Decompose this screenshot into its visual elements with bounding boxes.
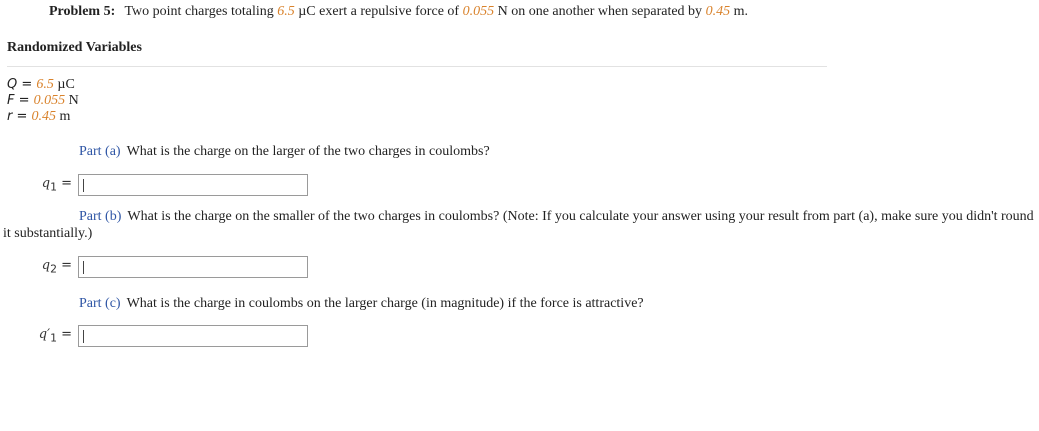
variable-value: 0.45 [31, 109, 57, 124]
part-a-question [79, 144, 490, 160]
charge-total-value: 6.5 [277, 4, 295, 19]
part-a-answer-label: $q_1$ = [41, 176, 72, 194]
problem-text-before: Two point charges totaling [124, 4, 278, 19]
text-caret [83, 261, 84, 274]
section-divider [7, 66, 827, 67]
part-a-text: What is the charge on the larger of the two charges in coulombs? [126, 144, 490, 159]
problem-statement [49, 4, 748, 20]
variable-unit: m [56, 109, 71, 124]
problem-label: Problem 5: [49, 4, 116, 19]
part-c-answer-row [36, 325, 308, 347]
part-c-answer-input[interactable] [78, 325, 308, 347]
problem-text-q-unit: µC exert a repulsive force of [294, 4, 463, 19]
problem-text-end: m. [730, 4, 748, 19]
part-c-text: What is the charge in coulombs on the larger charge (in magnitude) if the force is attractive? [126, 296, 644, 311]
variable-row-q: Q = 6.5 µC [7, 77, 75, 92]
separation-value: 0.45 [705, 4, 731, 19]
randomized-variables-title: Randomized Variables [7, 40, 142, 55]
variable-row-f: F = 0.055 N [7, 93, 79, 108]
part-b-label: Part (b) [79, 209, 122, 224]
part-b-answer-row [36, 256, 308, 278]
part-a-answer-row [36, 174, 308, 196]
force-value: 0.055 [462, 4, 495, 19]
variable-symbol: r [7, 109, 13, 124]
part-b-answer-input[interactable] [78, 256, 308, 278]
randomized-variables-list [7, 77, 79, 125]
part-c-question [79, 296, 644, 312]
variable-unit: N [65, 93, 79, 108]
part-c-answer-label: $q'_1$ = [38, 327, 72, 345]
part-a-answer-input[interactable] [78, 174, 308, 196]
variable-value: 6.5 [36, 77, 54, 92]
variable-symbol: Q [7, 77, 18, 92]
text-caret [83, 330, 84, 343]
variable-unit: µC [53, 77, 75, 92]
part-c-label: Part (c) [79, 296, 121, 311]
problem-text-f-unit: N on one another when separated by [494, 4, 706, 19]
part-b-answer-label: $q_2$ = [41, 258, 72, 276]
variable-value: 0.055 [33, 93, 66, 108]
variable-symbol: F [7, 93, 15, 108]
part-b-text: What is the charge on the smaller of the two charges in coulombs? (Note: If you calculate your answer using your result from part (a), make sure you didn't round it substantially.) [3, 209, 1034, 241]
part-b-question [3, 208, 1039, 242]
part-a-label: Part (a) [79, 144, 121, 159]
text-caret [83, 179, 84, 192]
variable-row-r: r = 0.45 m [7, 109, 71, 124]
